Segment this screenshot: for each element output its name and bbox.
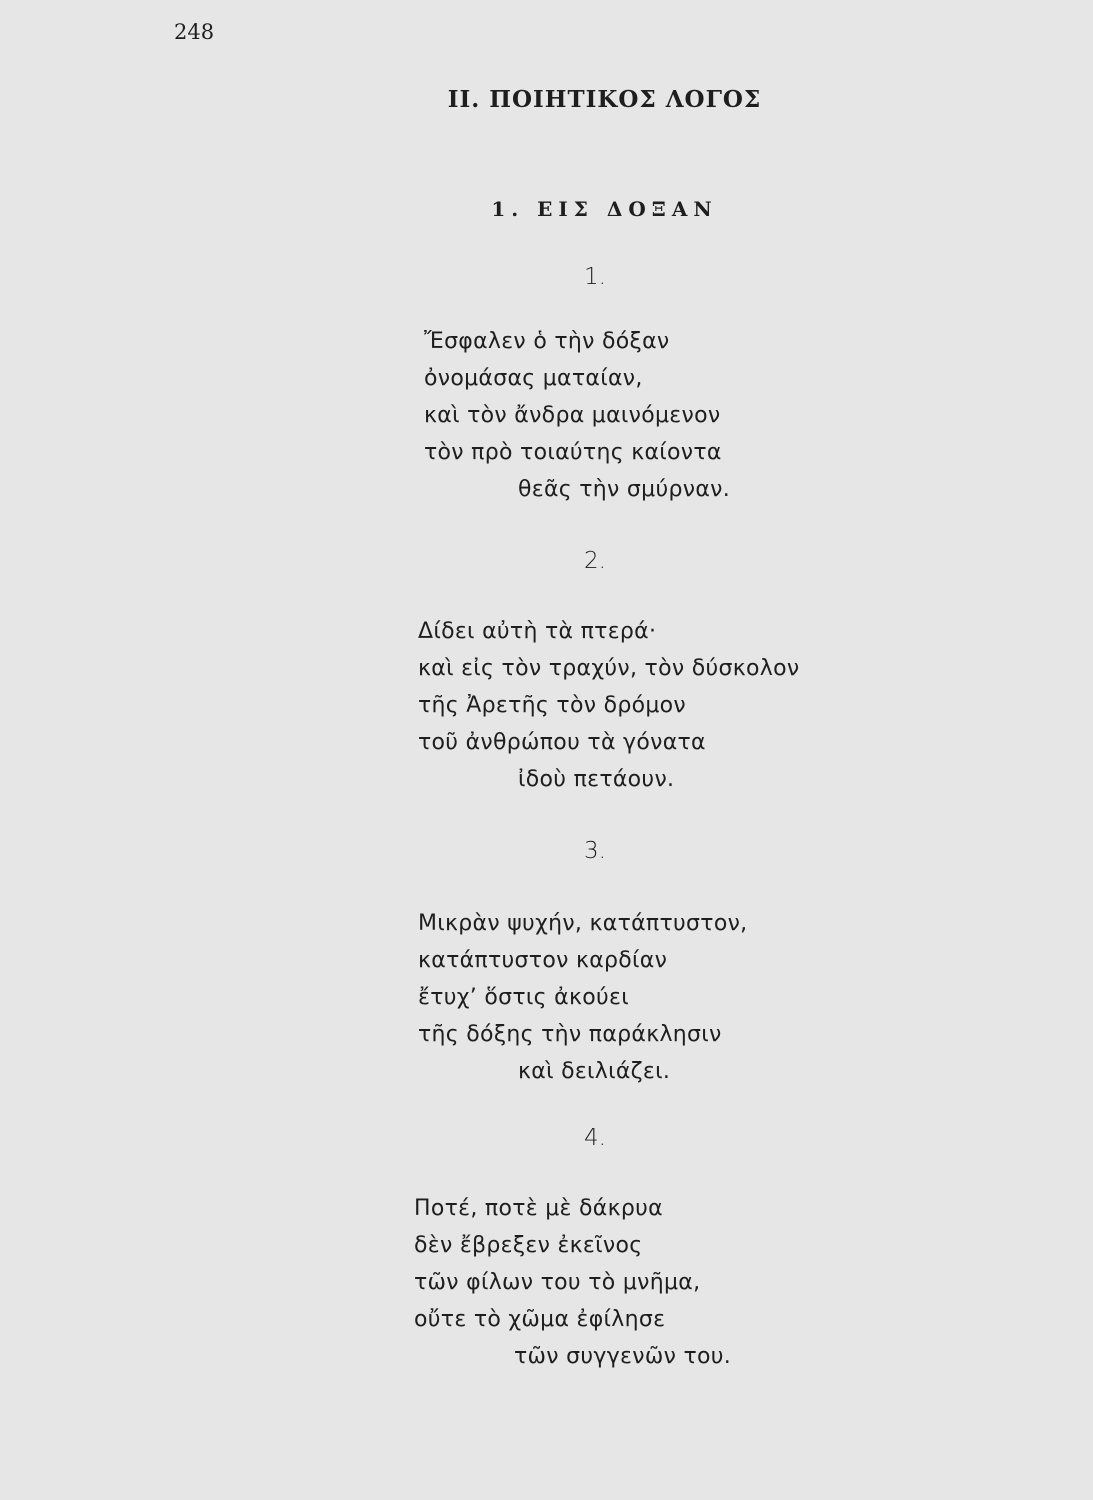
poem-line: ἔτυχ’ ὅστις ἀκούει (418, 985, 629, 1010)
poem-line: Μικρὰν ψυχήν, κατάπτυστον, (418, 911, 748, 936)
poem-line: καὶ εἰς τὸν τραχύν, τὸν δύσκολον (418, 656, 800, 681)
poem-line: τοῦ ἀνθρώπου τὰ γόνατα (418, 730, 706, 755)
poem-line: Ποτέ, ποτὲ μὲ δάκρυα (414, 1196, 663, 1221)
poem-line: τῶν συγγενῶν του. (514, 1344, 732, 1369)
poem-line: τῆς δόξης τὴν παράκλησιν (418, 1022, 722, 1047)
poem-line: Δίδει αὐτὴ τὰ πτερά· (418, 619, 657, 644)
poem-line: Ἔσφαλεν ὁ τὴν δόξαν (424, 329, 670, 354)
poem-line: ὀνομάσας ματαίαν, (424, 366, 643, 391)
poem-line: τὸν πρὸ τοιαύτης καίοντα (424, 440, 722, 465)
poem-line: οὔτε τὸ χῶμα ἐφίλησε (414, 1307, 666, 1332)
poem-line: καὶ δειλιάζει. (518, 1059, 671, 1084)
stanza-number: 1. (584, 264, 606, 290)
poem-line: καὶ τὸν ἄνδρα μαινόμενον (424, 403, 721, 428)
page-number: 248 (174, 20, 215, 44)
stanza-number: 3. (584, 838, 606, 864)
stanza-number: 4. (584, 1125, 606, 1151)
poem-line: τῶν φίλων του τὸ μνῆμα, (414, 1270, 701, 1295)
poem-line: τῆς Ἀρετῆς τὸν δρόμον (418, 693, 687, 718)
poem-line: κατάπτυστον καρδίαν (418, 948, 668, 973)
poem-title: 1. ΕΙΣ ΔΟΞΑΝ (491, 197, 718, 221)
stanza (418, 613, 799, 798)
poem-line: ἰδοὺ πετάουν. (518, 767, 675, 792)
poem-line: θεᾶς τὴν σμύρναν. (518, 477, 731, 502)
stanza-number: 2. (584, 548, 606, 574)
section-title: ΙΙ. ΠΟΙΗΤΙΚΟΣ ΛΟΓΟΣ (447, 86, 762, 113)
poem-line: δὲν ἔβρεξεν ἐκεῖνος (414, 1233, 643, 1258)
stanza (414, 1190, 731, 1375)
stanza (418, 323, 730, 508)
stanza (418, 905, 747, 1090)
